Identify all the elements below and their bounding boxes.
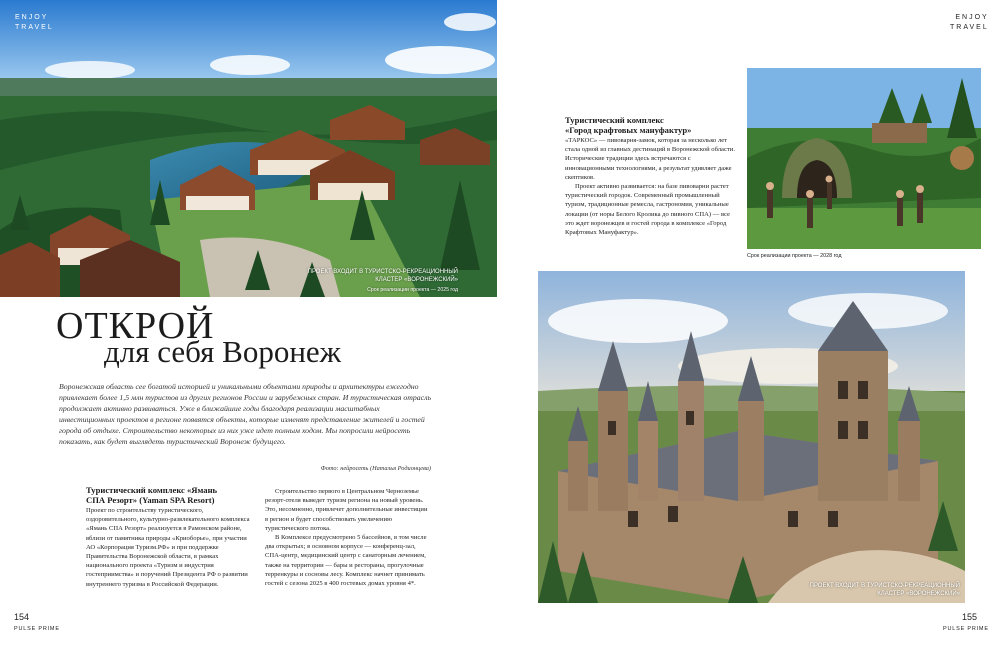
hero-caption-line-2: КЛАСТЕР «ВОРОНЕЖСКИЙ» (375, 277, 458, 283)
craft-heading-line-2: «Город крафтовых мануфактур» (565, 125, 692, 135)
lead-paragraph: Воронежская область сее богатой историей и уникальными объектами природы и архитектуры ежегодно привлекает более 1,5 млн туристов из других регионов России и зарубежных стран. И туристическая отрасль продолжает активно развиваться. Уже в ближайшие годы благодаря реализации масштабных инвестиционных проектов в регионе появятся объекты, которые изменят представление жителей и гостей города об отдыхе. Строительство некоторых из них уже идет полным ходом. Мы попросили нейросеть показать, как будет выглядеть туристический Воронеж будущего. (59, 382, 432, 446)
brand-line-1: ENJOY (15, 14, 49, 21)
resort-description: Проект по строительству туристического, оздоровительного, культурно-развлекательного комплекса «Ямань СПА Резорт» реализуется в Рамонском районе, вблизи от памятника природы «Криоборье», при участии АО «Корпорация Туризм.РФ» и при поддержке Правительства Воронежской области, в рамках национального проекта «Туризм и индустрия гостеприимства» и поручений Президента РФ о развитии внутреннего туризма в Российской Федерации. (86, 507, 250, 588)
hero-caption-line-1: ПРОЕКТ ВХОДИТ В ТУРИСТСКО-РЕКРЕАЦИОННЫЙ (307, 269, 458, 275)
resort-construction-paragraph: Строительство первого в Центральном Черноземье резорт-отеля выведет туризм региона на новый уровень. Это, несомненно, привлечет дополнительные инвестиции в регион и будет способствовать увеличению туристического потока. (265, 488, 428, 532)
craft-article (565, 115, 740, 237)
castle-caption-line-1: ПРОЕКТ ВХОДИТ В ТУРИСТСКО-РЕКРЕАЦИОННЫЙ (809, 583, 960, 589)
page-number-right: 155 (962, 612, 978, 622)
resort-aerial-illustration (0, 0, 497, 297)
resort-aerial-photo (0, 0, 497, 297)
brand-line-2: TRAVEL (15, 24, 54, 31)
craft-paragraph-1: «ТАРКОС» — пивоварня-замок, которая за несколько лет стала одной из главных дестинаций в Воронежской области. Исторические традиции здесь встречаются с инновационными технологиями, а результат удивляет даже скептиков. (565, 137, 735, 181)
resort-heading-line-1: Туристический комплекс «Ямань (86, 485, 218, 495)
page-title-line-2: для себя Воронеж (104, 334, 342, 369)
craft-paragraph-2: Проект активно развивается: на базе пивоварни растет туристический городок. Современный промышленный туризм, традиционные ремесла, гастрономия, уникальные локации (от норы Белого Кролика до пивного СПА) — все это ждет воронежцев и гостей города в комплексе «Город Крафтовых Мануфактур». (565, 183, 730, 237)
resort-heading-line-2: СПА Резорт» (Yaman SPA Resort) (86, 495, 215, 505)
castle-aerial-photo (538, 271, 965, 603)
craft-heading-line-1: Туристический комплекс (565, 115, 664, 125)
castle-caption-line-2: КЛАСТЕР «ВОРОНЕЖСКИЙ» (877, 591, 960, 597)
hero-photo-caption (270, 268, 458, 284)
craft-village-illustration (747, 68, 981, 249)
castle-photo-caption (760, 582, 960, 598)
brand-mark-left (15, 13, 54, 33)
page-title-line-1: ОТКРОЙ (56, 305, 215, 347)
hero-caption-deadline: Срок реализации проекта — 2025 год (367, 287, 458, 293)
craft-village-photo (747, 68, 981, 249)
castle-illustration (538, 271, 965, 603)
brand-line-2-right: TRAVEL (950, 24, 989, 31)
craft-photo-caption: Срок реализации проекта — 2028 год (747, 253, 842, 259)
photo-credit: Фото: нейросеть (Наталья Родионцева) (320, 465, 431, 472)
article-column-2 (265, 487, 432, 588)
brand-line-1-right: ENJOY (955, 14, 989, 21)
resort-facilities-paragraph: В Комплексе предусмотрено 5 бассейнов, в том числе два открытых; в основном корпусе — конференц-зал, СПА-центр, медицинский центр с санаторным лечением, также на территории — бары и рестораны, прогулочные терренкуры и сосновы лесу. Комплекс начнет принимать гостей с сезона 2025 в 400 гостевых домах уровня 4*. (265, 534, 427, 588)
footer-left: PULSE PRIME (14, 626, 60, 632)
page-number-left: 154 (14, 612, 30, 622)
article-column-1 (86, 485, 252, 589)
brand-mark-right (950, 13, 989, 33)
footer-right: PULSE PRIME (943, 626, 989, 632)
